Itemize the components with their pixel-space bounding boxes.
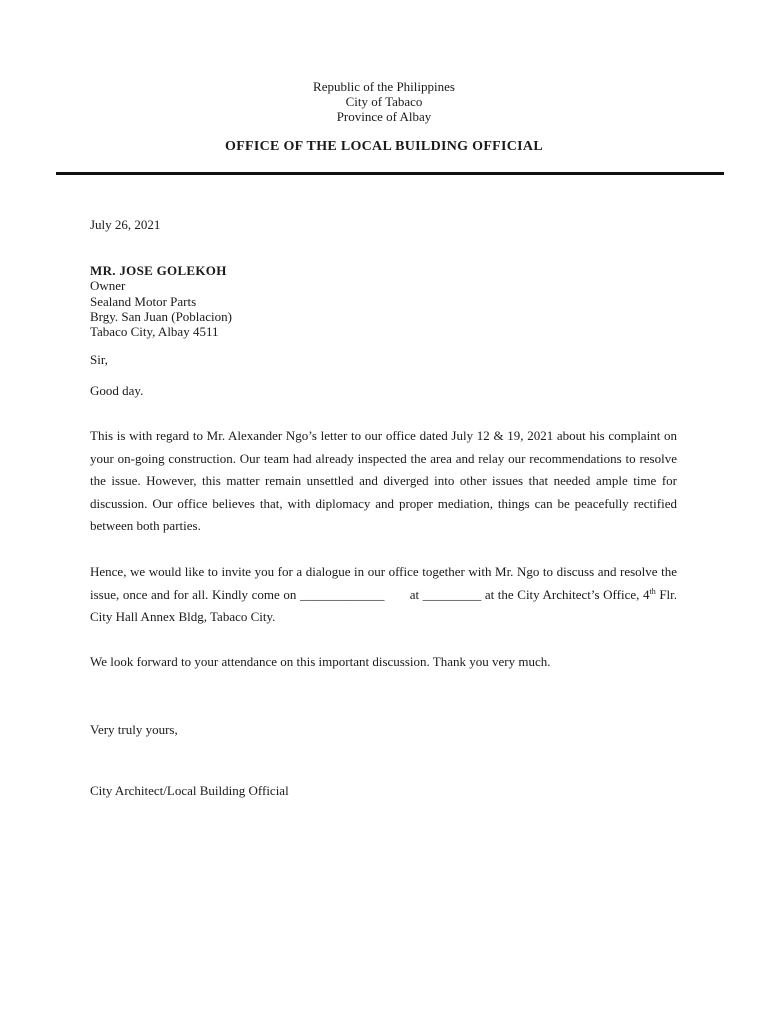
addressee-address-line1: Brgy. San Juan (Poblacion) <box>90 308 232 324</box>
paragraph2-text-start: Hence, we would like to invite you for a dialogue in our office together with Mr. Ngo to discuss and resolve the issue, once and for all. Kindly come on <box>90 564 677 602</box>
office-title: OFFICE OF THE LOCAL BUILDING OFFICIAL <box>225 139 543 154</box>
signatory-title: City Architect/Local Building Official <box>90 783 289 798</box>
salutation: Sir, <box>90 352 108 367</box>
ordinal-superscript: th <box>649 586 656 596</box>
paragraph2-text-location: at the City Architect’s Office, 4 <box>484 586 650 602</box>
body-paragraph-1: This is with regard to Mr. Alexander Ngo’s letter to our office dated July 12 & 19, 2021 about his complaint on your on-going construction. Our team had already inspected the area and relay our recommendations to resolve the issue. However, this matter remain unsettled and diverged into other issues that needed ample time for discussion. Our office believes that, with diplomacy and proper mediation, things can be peacefully rectified between both parties. <box>90 428 677 534</box>
letterhead <box>0 79 768 124</box>
body-paragraph-3: We look forward to your attendance on this important discussion. Thank you very much. <box>90 654 551 669</box>
addressee-block <box>90 263 232 339</box>
closing: Very truly yours, <box>90 722 178 737</box>
addressee-address-line2: Tabaco City, Albay 4511 <box>90 324 219 340</box>
paragraph2-text-end: Flr. City Hall Annex Bldg, Tabaco City. <box>90 586 678 625</box>
addressee-title: Owner <box>90 278 126 294</box>
header-divider <box>56 172 724 175</box>
letter-date: July 26, 2021 <box>90 217 161 232</box>
body-paragraph-2 <box>90 561 677 629</box>
time-blank: _________ <box>422 586 482 602</box>
at-label: at <box>409 586 420 602</box>
date-blank: _____________ <box>300 586 385 602</box>
greeting: Good day. <box>90 383 144 398</box>
letterhead-country: Republic of the Philippines <box>313 79 455 94</box>
addressee-name: MR. JOSE GOLEKOH <box>90 263 227 278</box>
addressee-company: Sealand Motor Parts <box>90 293 197 309</box>
letterhead-city: City of Tabaco <box>345 94 423 109</box>
letterhead-province: Province of Albay <box>336 109 432 124</box>
